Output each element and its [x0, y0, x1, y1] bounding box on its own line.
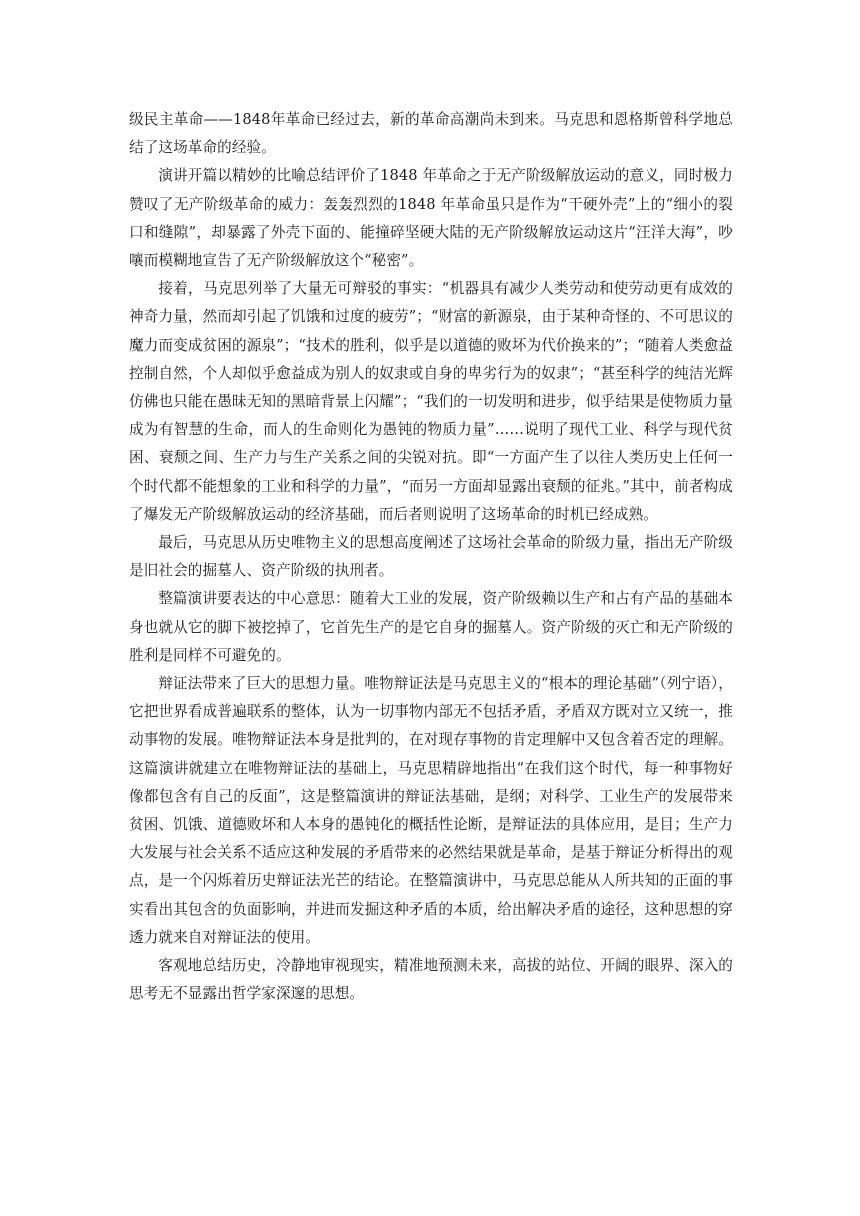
body-text	[129, 106, 733, 1009]
paragraph-central-idea: 整篇演讲要表达的中心意思：随着大工业的发展，资产阶级赖以生产和占有产品的基础本身也就从它的脚下被挖掉了，它首先生产的是它自身的掘墓人。资产阶级的灭亡和无产阶级的胜利是同样不可避免的。	[129, 590, 733, 664]
paragraph-continuation: 级民主革命——1848年革命已经过去，新的革命高潮尚未到来。马克思和恩格斯曾科学地总结了这场革命的经验。	[129, 111, 733, 157]
paragraph-facts: 接着，马克思列举了大量无可辩驳的事实：“机器具有减少人类劳动和使劳动更有成效的神奇力量，然而却引起了饥饿和过度的疲劳”；“财富的新源泉，由于某种奇怪的、不可思议的魔力而变成贫困的源泉”；“技术的胜利，似乎是以道德的败坏为代价换来的”；“随着人类愈益控制自然，个人却似乎愈益成为别人的奴隶或自身的卑劣行为的奴隶”；“甚至科学的纯洁光辉仿佛也只能在愚昧无知的黑暗背景上闪耀”；“我们的一切发明和进步，似乎结果是使物质力量成为有智慧的生命，而人的生命则化为愚钝的物质力量”……说明了现代工业、科学与现代贫困、衰颓之间、生产力与生产关系之间的尖锐对抗。即“一方面产生了以往人类历史上任何一个时代都不能想象的工业和科学的力量”，“而另一方面却显露出衰颓的征兆。”其中，前者构成了爆发无产阶级解放运动的经济基础，而后者则说明了这场革命的时机已经成熟。	[129, 280, 733, 523]
paragraph-opening: 演讲开篇以精妙的比喻总结评价了1848 年革命之于无产阶级解放运动的意义，同时极力赞叹了无产阶级革命的威力：轰轰烈烈的1848 年革命虽只是作为“干硬外壳”上的“细小的裂口和缝隙”，却暴露了外壳下面的、能撞碎坚硬大陆的无产阶级解放运动这片“汪洋大海”，吵嚷而模糊地宣告了无产阶级解放这个“秘密”。	[129, 167, 733, 270]
paragraph-dialectics: 辩证法带来了巨大的思想力量。唯物辩证法是马克思主义的“根本的理论基础”（列宁语），它把世界看成普遍联系的整体，认为一切事物内部无不包括矛盾，矛盾双方既对立又统一，推动事物的发展。唯物辩证法本身是批判的，在对现存事物的肯定理解中又包含着否定的理解。这篇演讲就建立在唯物辩证法的基础上，马克思精辟地指出“在我们这个时代，每一种事物好像都包含有自己的反面”，这是整篇演讲的辩证法基础，是纲；对科学、工业生产的发展带来贫困、饥饿、道德败坏和人本身的愚钝化的概括性论断，是辩证法的具体应用，是目；生产力大发展与社会关系不适应这种发展的矛盾带来的必然结果就是革命，是基于辩证分析得出的观点，是一个闪烁着历史辩证法光芒的结论。在整篇演讲中，马克思总能从人所共知的正面的事实看出其包含的负面影响，并进而发掘这种矛盾的本质，给出解决矛盾的途径，这种思想的穿透力就来自对辩证法的使用。	[129, 675, 733, 946]
paragraph-conclusion: 客观地总结历史，冷静地审视现实，精准地预测未来，高拔的站位、开阔的眼界、深入的思考无不显露出哲学家深邃的思想。	[129, 957, 733, 1003]
paragraph-finally: 最后，马克思从历史唯物主义的思想高度阐述了这场社会革命的阶级力量，指出无产阶级是旧社会的掘墓人、资产阶级的执刑者。	[129, 534, 733, 580]
